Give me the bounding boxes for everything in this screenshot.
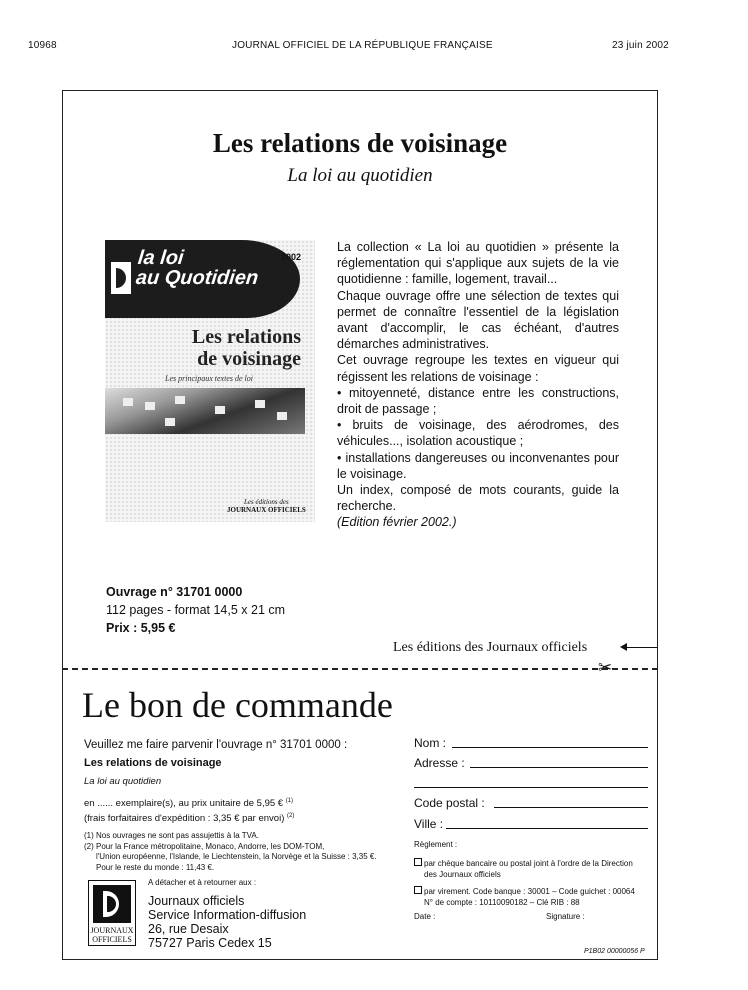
signature-field[interactable]: Signature : (546, 912, 585, 921)
address-label: Adresse : (414, 756, 465, 770)
cover-title (161, 326, 301, 370)
transfer-label: par virement. Code banque : 30001 – Code guichet : 00064 (424, 887, 635, 896)
product-price: Prix : 5,95 € (106, 621, 176, 635)
logo-mark-icon (93, 885, 131, 923)
postal-code-field[interactable] (414, 796, 485, 810)
date-field[interactable]: Date : (414, 912, 436, 921)
journaux-officiels-logo-icon (111, 262, 131, 294)
cover-subtitle: Les principaux textes de loi (165, 374, 253, 383)
cover-publisher-line2: JOURNAUX OFFICIELS (227, 506, 306, 514)
product-reference: Ouvrage n° 31701 0000 (106, 585, 243, 599)
description-bullet: • mitoyenneté, distance entre les constructions, droit de passage ; (337, 385, 619, 417)
address-line: 26, rue Desaix (148, 922, 229, 936)
shipping-line: (frais forfaitaires d'expédition : 3,35 € par envoi) (84, 813, 285, 825)
name-label: Nom : (414, 736, 447, 750)
book-subtitle: La loi au quotidien (287, 165, 433, 186)
description-paragraph: Un index, composé de mots courants, guide la recherche. (337, 483, 619, 514)
order-book-title: Les relations de voisinage (84, 757, 222, 769)
address-line: Service Information-diffusion (148, 908, 307, 922)
quantity-line: en ...... exemplaire(s), au prix unitaire de 5,95 € (84, 798, 284, 810)
product-info (106, 583, 285, 637)
logo-text-line2: OFFICIELS (92, 935, 132, 944)
address-line: 75727 Paris Cedex 15 (148, 936, 272, 950)
description-paragraph: La collection « La loi au quotidien » présente la réglementation qui s'applique aux sujets de la vie quotidienne : famille, logement, travail... (337, 240, 619, 287)
payment-option-cheque[interactable] (414, 858, 633, 880)
page-number: 10968 (28, 40, 57, 51)
city-field[interactable] (414, 817, 443, 831)
description-paragraph: Cet ouvrage regroupe les textes en vigueur qui régissent les relations de voisinage : (337, 353, 619, 384)
cover-banner (105, 240, 300, 318)
footnote-ref: (2) (287, 813, 295, 820)
description-paragraph: Chaque ouvrage offre une sélection de textes qui permet de connaître l'essentiel de la législation avant d'accomplir, le cas échéant, d'autres démarches administratives. (337, 288, 619, 352)
address-field[interactable] (414, 756, 465, 770)
footnote-2: (2) Pour la France métropolitaine, Monaco, Andorre, les DOM-TOM, (84, 841, 325, 851)
order-details (84, 738, 384, 873)
address-line: Journaux officiels (148, 894, 245, 908)
name-field[interactable] (414, 736, 446, 750)
postal-code-label: Code postal : (414, 796, 485, 810)
journal-title: JOURNAL OFFICIEL DE LA RÉPUBLIQUE FRANÇAISE (232, 40, 493, 51)
city-label: Ville : (414, 817, 444, 831)
payment-label: Règlement : (414, 840, 458, 849)
cut-line (62, 668, 658, 670)
detach-instruction: A détacher et à retourner aux : (148, 878, 257, 887)
publication-date: 23 juin 2002 (612, 40, 669, 51)
order-series: La loi au quotidien (84, 776, 162, 787)
checkbox[interactable] (414, 858, 422, 866)
footnote-ref: (1) (285, 798, 294, 804)
cheque-label-cont: des Journaux officiels (424, 869, 501, 879)
book-description (337, 239, 619, 531)
publisher-label: Les éditions des Journaux officiels (393, 640, 588, 655)
order-request: Veuillez me faire parvenir l'ouvrage n° 31701 0000 : (84, 739, 348, 751)
order-form-heading: Le bon de commande (82, 685, 393, 725)
payment-option-transfer[interactable] (414, 886, 635, 908)
description-bullet: • installations dangereuses ou inconvenantes pour le voisinage. (337, 450, 619, 481)
transfer-label-cont: N° de compte : 10110090182 – Clé RIB : 88 (424, 897, 580, 907)
cover-publisher (227, 498, 306, 514)
cover-title-line1: Les relations (191, 326, 301, 348)
arrow-head-icon (620, 643, 627, 651)
book-cover-image (105, 240, 315, 522)
logo-text-line1: JOURNAUX (90, 926, 134, 935)
footnote-2-cont: l'Union européenne, l'Islande, le Liechtenstein, la Norvège et la Suisse : 3,35 €. (96, 852, 377, 862)
arrow-icon (622, 647, 658, 648)
checkbox[interactable] (414, 886, 422, 894)
cover-series (135, 248, 261, 288)
journaux-officiels-logo (88, 880, 136, 946)
cover-title-line2: de voisinage (197, 348, 301, 370)
cover-series-line2: au Quotidien (134, 267, 260, 289)
footnote-2-cont: Pour le reste du monde : 11,43 €. (96, 862, 215, 872)
description-bullet: • bruits de voisinage, des aérodromes, des véhicules..., isolation acoustique ; (337, 418, 619, 449)
return-address (148, 894, 306, 950)
cover-publisher-line1: Les éditions des (244, 498, 289, 506)
footnote-1: (1) Nos ouvrages ne sont pas assujettis à la TVA. (84, 831, 259, 841)
reference-code: P1B02 00000056 P (584, 948, 645, 955)
cover-photo-buildings (105, 388, 305, 434)
cover-series-line1: la loi (136, 247, 185, 269)
edition-note: (Edition février 2002.) (337, 515, 457, 530)
scissors-icon: ✂ (598, 658, 613, 677)
cover-year: 2002 (280, 252, 301, 262)
cheque-label: par chèque bancaire ou postal joint à l'ordre de la Direction (424, 859, 633, 868)
book-title: Les relations de voisinage (212, 128, 508, 158)
product-format: 112 pages - format 14,5 x 21 cm (106, 603, 286, 617)
